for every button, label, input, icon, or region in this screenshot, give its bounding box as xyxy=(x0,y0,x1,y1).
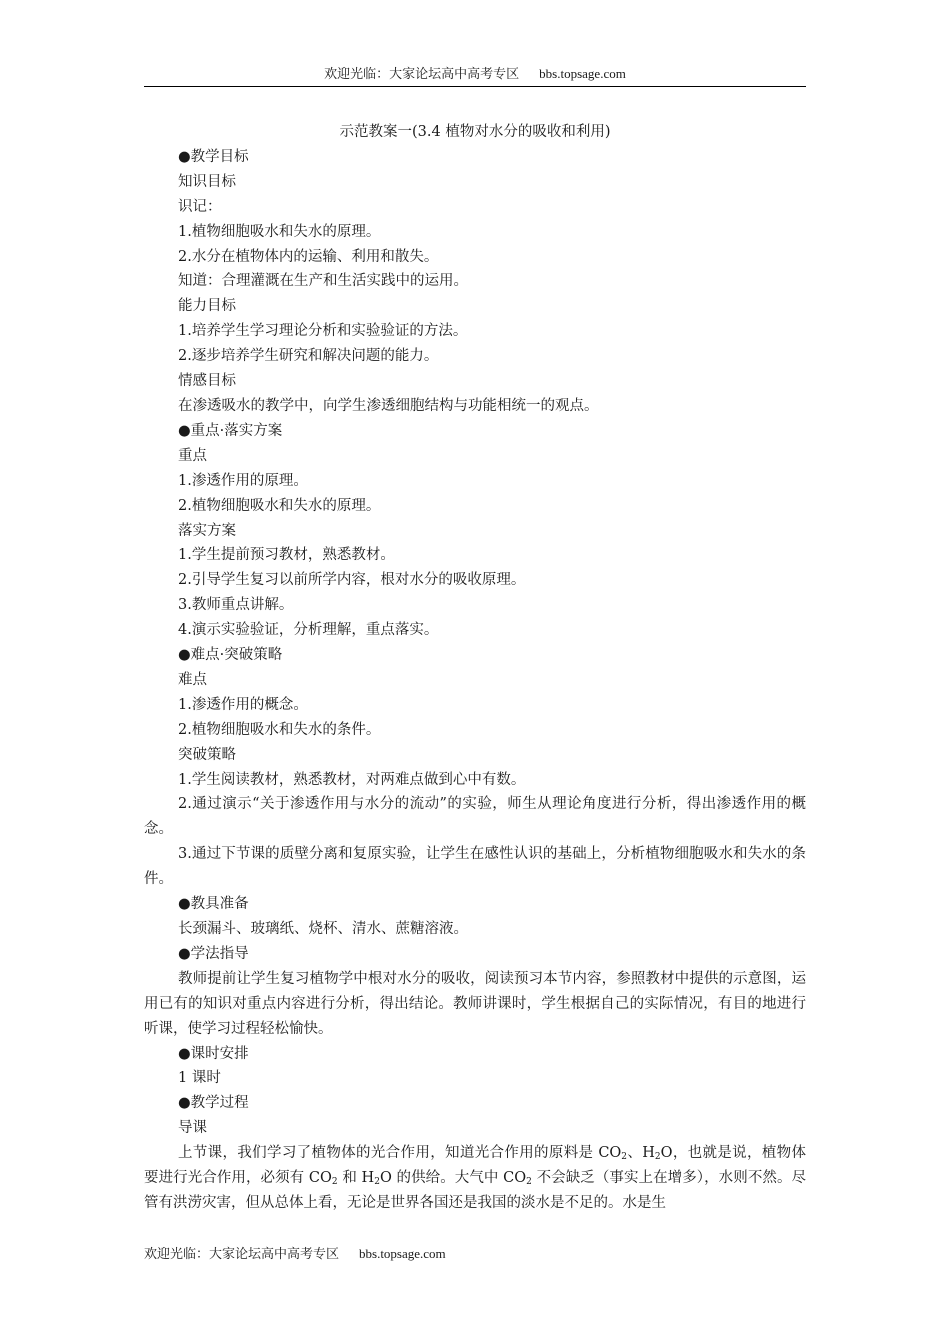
intro-text-2: 、H xyxy=(627,1145,655,1162)
document-line: ●学法指导 xyxy=(178,945,249,962)
document-line: 能力目标 xyxy=(178,298,236,315)
paragraph-intro xyxy=(144,1141,806,1216)
document-line: 重点 xyxy=(178,447,207,464)
document-line: ●难点·突破策略 xyxy=(178,647,283,664)
document-line: 识记： xyxy=(178,198,222,215)
document-line: ●重点·落实方案 xyxy=(178,422,283,439)
intro-text-6: 不会缺乏（事实上在增多），水则不然。尽管有洪涝灾害，但从总体上看，无论是世界各国还是我国的淡水是不足的。水是生 xyxy=(144,1170,807,1211)
intro-text-5: O 的供给。大气中 CO xyxy=(379,1170,527,1187)
paragraph-strategy-3: 3.通过下节课的质壁分离和复原实验，让学生在感性认识的基础上，分析植物细胞吸水和失水的条件。 xyxy=(144,846,806,888)
subscript-2: 2 xyxy=(621,1152,628,1163)
header-welcome-text: 欢迎光临：大家论坛高中高考专区 xyxy=(324,67,520,82)
footer-welcome-text: 欢迎光临：大家论坛高中高考专区 xyxy=(144,1247,340,1262)
document-line: 在渗透吸水的教学中，向学生渗透细胞结构与功能相统一的观点。 xyxy=(178,397,599,414)
document-line: 2.引导学生复习以前所学内容，根对水分的吸收原理。 xyxy=(178,572,526,589)
subscript-2: 2 xyxy=(374,1177,380,1188)
document-line: 突破策略 xyxy=(178,746,236,763)
document-line: 落实方案 xyxy=(178,522,236,539)
page-header xyxy=(144,64,806,87)
document-line: 情感目标 xyxy=(178,373,236,390)
paragraph-study-guide: 教师提前让学生复习植物学中根对水分的吸收，阅读预习本节内容，参照教材中提供的示意图，运用已有的知识对重点内容进行分析，得出结论。教师讲课时，学生根据自己的实际情况，有目的地进行听课，使学习过程轻松愉快。 xyxy=(144,970,806,1037)
subscript-2: 2 xyxy=(654,1152,661,1163)
document-line: ●课时安排 xyxy=(178,1045,249,1062)
document-line: 1.学生阅读教材，熟悉教材，对两难点做到心中有数。 xyxy=(178,771,526,788)
document-line: 2.植物细胞吸水和失水的条件。 xyxy=(178,721,381,738)
section-lines-1 xyxy=(144,145,806,793)
header-site-link[interactable]: bbs.topsage.com xyxy=(539,66,626,81)
document-line: 3.教师重点讲解。 xyxy=(178,597,294,614)
document-line: 1 课时 xyxy=(178,1070,221,1087)
document-line: 难点 xyxy=(178,671,207,688)
paragraph-strategy-2: 2.通过演示“关于渗透作用与水分的流动”的实验，师生从理论角度进行分析，得出渗透作用的概念。 xyxy=(144,796,806,838)
document-line: 2.水分在植物体内的运输、利用和散失。 xyxy=(178,248,439,265)
subscript-2: 2 xyxy=(526,1177,532,1188)
document-line: 2.植物细胞吸水和失水的原理。 xyxy=(178,497,381,514)
footer-site-link[interactable]: bbs.topsage.com xyxy=(359,1246,446,1261)
document-line: 1.学生提前预习教材，熟悉教材。 xyxy=(178,547,395,564)
document-body xyxy=(144,120,806,1216)
section-lines-3 xyxy=(144,1042,806,1142)
document-line: ●教学目标 xyxy=(178,148,249,165)
document-line: 知道：合理灌溉在生产和生活实践中的运用。 xyxy=(178,273,468,290)
document-line: 长颈漏斗、玻璃纸、烧杯、清水、蔗糖溶液。 xyxy=(178,921,468,937)
document-line: 2.逐步培养学生研究和解决问题的能力。 xyxy=(178,348,439,365)
document-line: 知识目标 xyxy=(178,173,236,190)
intro-text-3: O，也就是说，植物体要进行光合作用，必须有 CO xyxy=(144,1145,806,1187)
document-line: 4.演示实验验证，分析理解，重点落实。 xyxy=(178,622,439,639)
document-line: 1.渗透作用的原理。 xyxy=(178,472,308,489)
document-title: 示范教案一(3.4 植物对水分的吸收和利用) xyxy=(339,124,611,140)
intro-text-1: 上节课，我们学习了植物体的光合作用，知道光合作用的原料是 CO xyxy=(178,1145,622,1162)
page-footer xyxy=(144,1244,446,1265)
intro-text-4: 和 H xyxy=(337,1170,375,1187)
document-line: 1.渗透作用的概念。 xyxy=(178,696,308,713)
document-line: ●教学过程 xyxy=(178,1095,249,1112)
document-line: 1.培养学生学习理论分析和实验验证的方法。 xyxy=(178,323,468,340)
section-lines-2 xyxy=(144,892,806,967)
document-line: 导课 xyxy=(178,1120,207,1137)
document-line: 1.植物细胞吸水和失水的原理。 xyxy=(178,223,381,240)
document-line: ●教具准备 xyxy=(178,896,249,913)
subscript-2: 2 xyxy=(331,1177,338,1188)
